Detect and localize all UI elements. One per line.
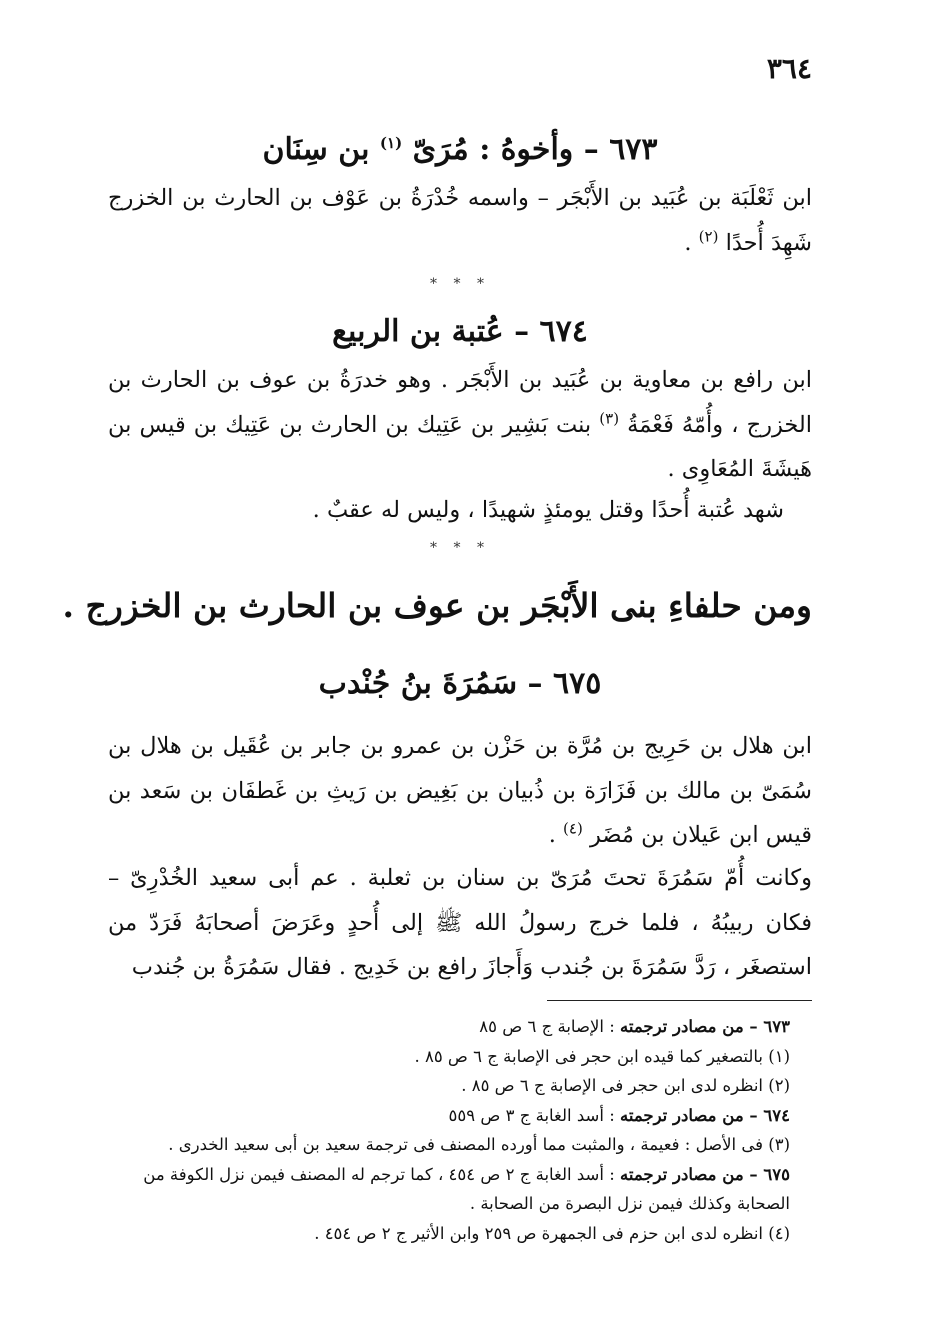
- entry-675-body: [108, 724, 812, 858]
- footnote-text: (٣) فى الأصل : فعيمة ، والمثبت مما أورده المصنف فى ترجمة سعيد بن أبى سعيد الخدرى .: [168, 1135, 790, 1154]
- entry-673-body-text: ابن ثَعْلَبَة بن عُبَيد بن الأَبْجَر – واسمه خُدْرَةُ بن عَوْف بن الحارث بن الخزرج شَهِدَ أُحدًا: [108, 185, 812, 256]
- footnote-3: [108, 1130, 812, 1160]
- entry-673-heading-suffix: بن سِنَان: [262, 132, 370, 167]
- footnote-text: : أسد الغابة ج ٣ ص ٥٥٩: [448, 1105, 615, 1125]
- entry-674-heading: ٦٧٤ – عُتبة بن الربيع: [332, 314, 588, 349]
- footnote-label: ٦٧٤ – من مصادر ترجمته: [620, 1105, 790, 1125]
- allies-heading: ومن حلفاءِ بنى الأَبْجَر بن عوف بن الحارث بن الخزرج .: [62, 586, 812, 625]
- entry-675-heading: ٦٧٥ – سَمُرَةَ بنُ جُنْدب: [318, 666, 602, 701]
- footnote-text: : الإصابة ج ٦ ص ٨٥: [479, 1017, 615, 1036]
- footnote-text: : أسد الغابة ج ٢ ص ٤٥٤ ، كما ترجم له المصنف فيمن نزل الكوفة من الصحابة وكذلك فيمن نزل البصرة من الصحابة .: [143, 1164, 790, 1213]
- footnote-label: ٦٧٥ – من مصادر ترجمته: [620, 1164, 790, 1184]
- entry-673-body: [108, 176, 812, 265]
- footnote-ref-3: (٣): [599, 409, 620, 427]
- footnote-ref-2: (٢): [698, 227, 719, 245]
- footnote-2: [108, 1071, 812, 1101]
- entry-675-body-2: وكانت أُمّ سَمُرَةَ تحتَ مُرَىّ بن سنان بن ثعلبة . عم أبى سعيد الخُدْرِىّ – فكان ربيبُهُ ، فلما خرج رسولُ الله ﷺ إلى أُحدٍ وعَرَضَ أصحابَهُ فَرَدّ من استصغَر ، رَدَّ سَمُرَةَ بن جُندب وَأَجازَ رافع بن خَدِيج . فقال سَمُرَةُ بن جُندب: [108, 865, 812, 980]
- entry-675-body-end: .: [548, 822, 556, 848]
- separator-stars-2: * * *: [430, 540, 490, 556]
- footnote-ref-1: (١): [379, 134, 403, 152]
- page-number: ٣٦٤: [766, 52, 812, 85]
- footnote-text: (٢) انظره لدى ابن حجر فى الإصابة ج ٦ ص ٨٥ .: [461, 1076, 790, 1095]
- entry-674-body-2: شهد عُتبة أُحدًا وقتل يومئذٍ شهيدًا ، وليس له عقبٌ .: [312, 497, 784, 523]
- footnote-divider: [547, 1000, 812, 1001]
- entry-673-heading-text: ٦٧٣ – وأخوهُ : مُرَىّ: [412, 132, 658, 167]
- separator-stars: * * *: [430, 276, 490, 292]
- footnotes: [108, 1012, 812, 1248]
- entry-674-body-cont: بنت بَشِير بن عَتِيك بن الحارث بن عَتِيك بن قيس بن هَيشَةَ المُعَاوِى .: [108, 411, 812, 482]
- footnote-674-sources: [108, 1101, 812, 1131]
- entry-674-body: [108, 358, 812, 492]
- footnote-text: (١) بالتصغير كما قيده ابن حجر فى الإصابة ج ٦ ص ٨٥ .: [414, 1046, 790, 1066]
- footnote-ref-4: (٤): [563, 819, 583, 838]
- footnote-text: (٤) انظره لدى ابن حزم فى الجمهرة ص ٢٥٩ وابن الأثير ج ٢ ص ٤٥٤ .: [314, 1223, 790, 1243]
- entry-673-heading: [108, 130, 812, 170]
- book-page: [62, 0, 812, 1344]
- entry-673-body-end: .: [684, 229, 692, 256]
- entry-674-body-text: ابن رافع بن معاوية بن عُبَيد بن الأَبْجَر . وهو خدرَةُ بن عوف بن الحارث بن الخزرج ، وأُمّهُ فَعْمَةُ: [108, 367, 812, 438]
- footnote-4: [108, 1219, 812, 1249]
- footnote-label: ٦٧٣ – من مصادر ترجمته: [620, 1017, 790, 1036]
- entry-675-body-text: ابن هلال بن حَرِيج بن مُرَّة بن حَزْن بن عمرو بن جابر بن عُقَيل بن هلال بن سُمَىّ بن مالك بن فَزَارَة بن ذُبيان بن بَغِيض بن رَيثِ بن غَطفَان بن سَعد بن قيس ابن عَيلان بن مُضَر: [108, 733, 812, 848]
- footnote-673-sources: [108, 1012, 812, 1042]
- footnote-1: [108, 1042, 812, 1072]
- footnote-675-sources: [108, 1160, 812, 1219]
